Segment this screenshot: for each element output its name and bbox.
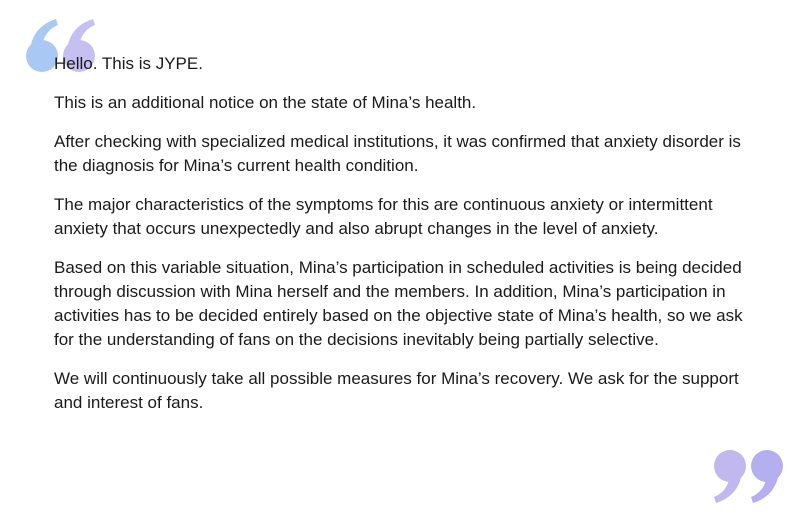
notice-text <box>54 52 744 430</box>
paragraph-diagnosis: After checking with specialized medical institutions, it was confirmed that anxiety disorder is the diagnosis for Mina’s current health condition. <box>54 132 741 175</box>
paragraph-notice: This is an additional notice on the state of Mina’s health. <box>54 93 477 112</box>
close-quotation-mark-icon <box>708 446 798 514</box>
paragraph-greeting: Hello. This is JYPE. <box>54 54 203 73</box>
paragraph-symptoms: The major characteristics of the symptoms for this are continuous anxiety or intermittent anxiety that occurs unexpectedly and also abrupt changes in the level of anxiety. <box>54 195 713 238</box>
paragraph-recovery: We will continuously take all possible measures for Mina’s recovery. We ask for the support and interest of fans. <box>54 369 739 412</box>
paragraph-participation: Based on this variable situation, Mina’s participation in scheduled activities is being decided through discussion with Mina herself and the members. In addition, Mina’s participation in activities has to be decided entirely based on the objective state of Mina’s health, so we ask for the understanding of fans on the decisions inevitably being partially selective. <box>54 258 743 349</box>
